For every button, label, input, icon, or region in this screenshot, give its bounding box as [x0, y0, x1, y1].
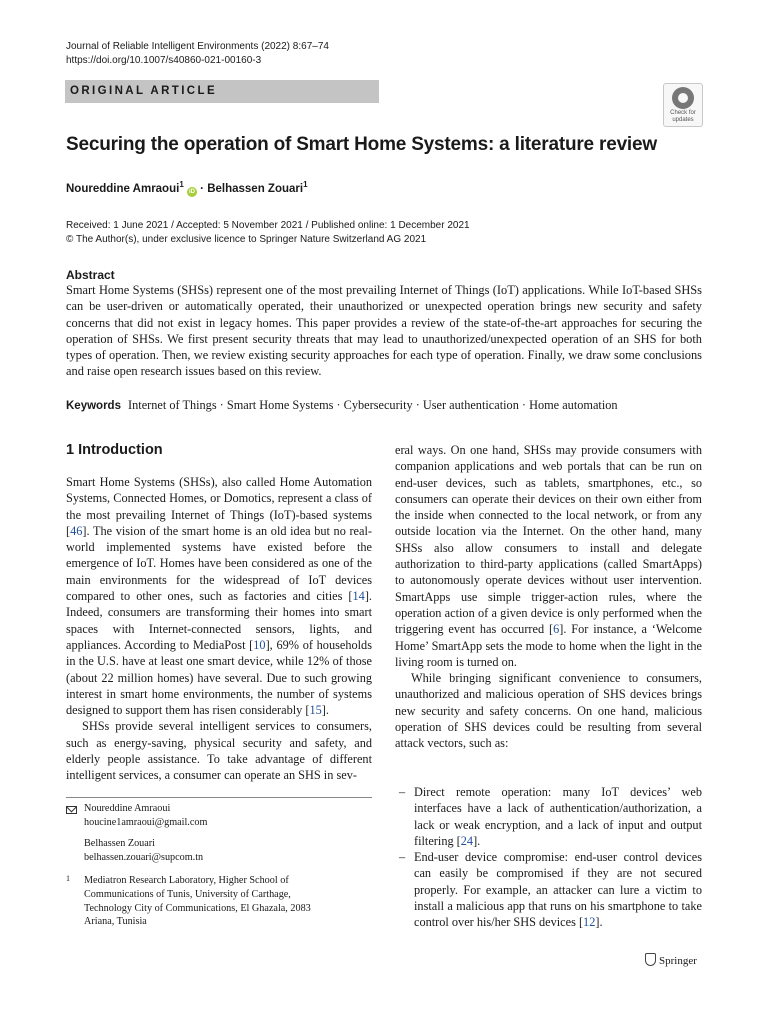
publisher-name: Springer: [659, 955, 697, 967]
paper-title: Securing the operation of Smart Home Systems: a literature review: [66, 134, 657, 155]
paragraph: SHSs provide several intelligent services to consumers, such as energy-saving, physical security and safety, and elderly people assistance. To take advantage of different intelligent services, a consumer can operate an SHS in sev-: [66, 719, 372, 783]
journal-header: [66, 40, 329, 68]
check-updates-icon: [672, 87, 694, 109]
citation-link[interactable]: 14: [352, 589, 365, 604]
citation-link[interactable]: 24: [460, 833, 474, 848]
affiliation-mark: 1: [303, 180, 308, 189]
keywords-line: [66, 398, 618, 413]
citation-link[interactable]: 10: [253, 637, 266, 652]
footnotes: [66, 802, 372, 929]
author-separator: ·: [196, 182, 208, 195]
orcid-icon[interactable]: iD: [188, 188, 195, 195]
author-name: Belhassen Zouari: [84, 838, 156, 850]
article-type-banner: ORIGINAL ARTICLE: [65, 80, 379, 103]
author-name[interactable]: Noureddine Amraoui: [66, 182, 180, 195]
keywords-label: Keywords: [66, 400, 121, 412]
citation-link[interactable]: 46: [70, 523, 83, 538]
affiliation-mark: 1: [179, 180, 184, 189]
list-dash: –: [399, 850, 406, 865]
springer-horse-icon: [645, 953, 656, 966]
citation-link[interactable]: 12: [583, 915, 596, 930]
keywords-text: Internet of Things · Smart Home Systems · Cybersecurity · User authentication · Home automation: [128, 398, 618, 412]
mail-icon: [66, 806, 77, 814]
author-email[interactable]: houcine1amraoui@gmail.com: [84, 816, 208, 828]
affiliation: 1 Mediatron Research Laboratory, Higher School of Communications of Tunis, University of Carthage, Technology City of Communications, El Ghazala, 2083 Ariana, Tunisia: [66, 874, 311, 928]
citation-link[interactable]: 6: [553, 622, 560, 637]
abstract-text: Smart Home Systems (SHSs) represent one of the most prevailing Internet of Things (IoT) applications. While IoT-based SHSs can be user-driven or automatically operated, their unauthorized or unexpected operation brings new security and safety concerns that did not exist in legacy homes. This paper provides a review of the state-of-the-art approaches for securing the operation of SHSs. We first present security threats that may lead to unauthorized/unexpected operation of an SHS for both types of operation. Then, we review existing security approaches for each type of operation. Finally, we draw some conclusions and raise open research issues based on this review.: [66, 283, 702, 379]
copyright-line: © The Author(s), under exclusive licence to Springer Nature Switzerland AG 2021: [66, 234, 427, 245]
footnote-divider: [66, 797, 372, 798]
check-updates-label: Check for updates: [670, 110, 696, 123]
corresponding-author: [66, 802, 372, 864]
right-column: [395, 442, 702, 752]
abstract-heading: Abstract: [66, 268, 115, 282]
publisher-logo: [645, 953, 697, 967]
attack-vector-list: [399, 784, 702, 931]
author-name[interactable]: Belhassen Zouari: [207, 182, 304, 195]
affiliation-mark: 1: [66, 874, 70, 884]
citation-link[interactable]: 15: [309, 703, 322, 718]
list-item: – Direct remote operation: many IoT devices’ web interfaces have a lack of authentication/authorization, a lack or weak encryption, and a lack of input and output filtering [24].: [399, 785, 702, 848]
journal-citation: Journal of Reliable Intelligent Environments (2022) 8:67–74: [66, 41, 329, 52]
paragraph: Smart Home Systems (SHSs), also called Home Automation Systems, Connected Homes, or Domotics, represent a class of the most prevailing Internet of Things (IoT)-based systems [46]. The vision of the smart home is an old idea but no real-world implemented systems have existed before the emergence of IoT. Homes have been considered as one of the main environments for the widespread of IoT devices compared to other ones, such as factories and cities [14]. Indeed, consumers are transforming their homes into smart spaces with Internet-connected sensors, lights, and appliances. According to MediaPost [10], 69% of households in the U.S. have at least one smart device, while 12% of those (about 22 million homes) have several. Due to such growing interest in smart home environments, the number of systems designed to support them has risen considerably [15].: [66, 475, 372, 718]
paragraph: eral ways. On one hand, SHSs may provide consumers with companion applications and web portals that can be run on end-user devices, such as tablets, smartphones, etc., so consumers can operate their devices on their own either from the inside when connected to the local network, or from any outside location via the Internet. On the other hand, many SHSs also allow consumers to install and delegate authorization to third-party applications (called SmartApps) to autonomously operate devices without user intervention. SmartApps use simple trigger-action rules, where the operation action of a given device is only performed when the triggering event has occurred [6]. For instance, a ‘Welcome Home’ SmartApp sets the mode to home when the light in the living room is turned on.: [395, 443, 702, 669]
check-for-updates-badge[interactable]: [663, 83, 703, 127]
doi-link[interactable]: https://doi.org/10.1007/s40860-021-00160-3: [66, 55, 262, 66]
publication-dates: [66, 219, 470, 247]
author-email[interactable]: belhassen.zouari@supcom.tn: [84, 851, 204, 863]
list-item: – End-user device compromise: end-user control devices can easily be compromised if they are not secured properly. For example, an attacker can lure a victim to install a malicious app that runs on his smartphone to take control over his/her SHS devices [12].: [399, 850, 702, 930]
section-heading: 1 Introduction: [66, 442, 163, 458]
dates-line: Received: 1 June 2021 / Accepted: 5 November 2021 / Published online: 1 December 2021: [66, 220, 470, 231]
list-dash: –: [399, 785, 406, 799]
left-column: [66, 474, 372, 784]
paragraph: While bringing significant convenience to consumers, unauthorized and malicious operation of SHS devices brings new security and safety concerns. On one hand, malicious operation of SHS devices could be resulting from several attack vectors, such as:: [395, 671, 702, 751]
author-name: Noureddine Amraoui: [84, 803, 171, 814]
author-line: [66, 180, 308, 197]
